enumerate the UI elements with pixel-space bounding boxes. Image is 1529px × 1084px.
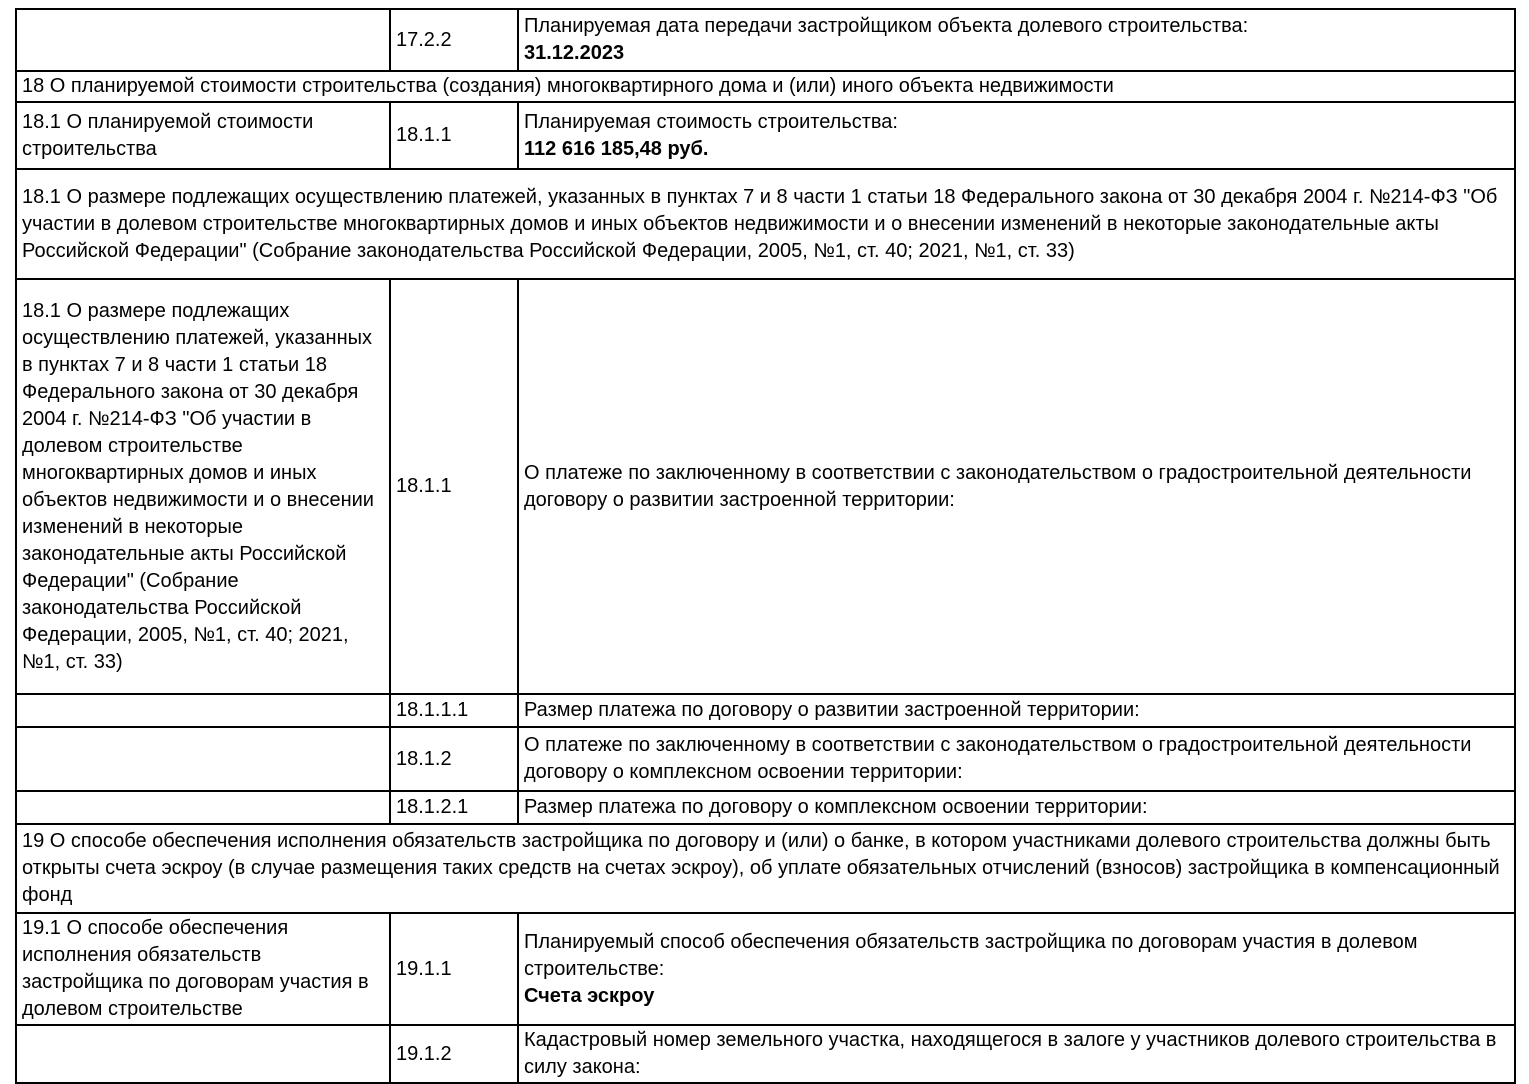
row-content-cell bbox=[518, 102, 1515, 169]
table-row bbox=[16, 824, 1515, 913]
table-row bbox=[16, 279, 1515, 694]
row-number-cell bbox=[390, 9, 518, 71]
row-description-cell bbox=[16, 1025, 390, 1083]
table-row bbox=[16, 913, 1515, 1025]
row-description-cell bbox=[16, 727, 390, 791]
row-content-cell bbox=[518, 913, 1515, 1025]
item-number: 18.1.2 bbox=[396, 747, 452, 770]
field-label: Размер платежа по договору о развитии застроенной территории: bbox=[524, 699, 1140, 721]
field-label: Планируемый способ обеспечения обязательств застройщика по договорам участия в долевом строительстве: bbox=[524, 930, 1418, 980]
item-number: 18.1.1.1 bbox=[396, 699, 469, 721]
row-description-cell bbox=[16, 791, 390, 824]
row-description-cell: 18.1 О размере подлежащих осуществлению платежей, указанных в пунктах 7 и 8 части 1 статьи 18 Федерального закона от 30 декабря 2004 г. №214-ФЗ "Об участии в долевом строительстве многоквартирных домов и иных объектов недвижимости и о внесении изменений в некоторые законодательные акты Российской Федерации" (Собрание законодательства Российской Федерации, 2005, №1, ст. 40; 2021, №1, ст. 33) bbox=[16, 279, 390, 694]
table-row bbox=[16, 71, 1515, 102]
field-label: Размер платежа по договору о комплексном освоении территории: bbox=[524, 796, 1148, 818]
row-content-cell bbox=[518, 279, 1515, 694]
row-content-cell bbox=[518, 9, 1515, 71]
field-label: О платеже по заключенному в соответствии с законодательством о градостроительной деятельности договору о развитии застроенной территории: bbox=[524, 461, 1472, 511]
table-row bbox=[16, 9, 1515, 71]
section-header: 19 О способе обеспечения исполнения обязательств застройщика по договору и (или) о банке, в котором участниками долевого строительства должны быть открыты счета эскроу (в случае размещения таких средств на счетах эскроу), об уплате обязательных отчислений (взносов) застройщика в компенсационный фонд bbox=[16, 824, 1515, 913]
row-description-cell bbox=[16, 694, 390, 727]
project-declaration-table bbox=[15, 8, 1516, 1084]
field-label: Планируемая стоимость строительства: bbox=[524, 110, 898, 133]
item-number: 19.1.2 bbox=[396, 1042, 452, 1065]
field-value: 31.12.2023 bbox=[524, 42, 625, 64]
row-number-cell bbox=[390, 727, 518, 791]
item-number: 17.2.2 bbox=[396, 28, 452, 51]
field-label: Планируемая дата передачи застройщиком объекта долевого строительства: bbox=[524, 15, 1249, 37]
row-content-cell bbox=[518, 791, 1515, 824]
row-number-cell bbox=[390, 694, 518, 727]
row-number-cell bbox=[390, 102, 518, 169]
section-header: 18.1 О размере подлежащих осуществлению платежей, указанных в пунктах 7 и 8 части 1 статьи 18 Федерального закона от 30 декабря 2004 г. №214-ФЗ "Об участии в долевом строительстве многоквартирных домов и иных объектов недвижимости и о внесении изменений в некоторые законодательные акты Российской Федерации" (Собрание законодательства Российской Федерации, 2005, №1, ст. 40; 2021, №1, ст. 33) bbox=[16, 169, 1515, 279]
row-description-cell bbox=[16, 9, 390, 71]
table-row bbox=[16, 727, 1515, 791]
row-number-cell bbox=[390, 913, 518, 1025]
row-content-cell bbox=[518, 1025, 1515, 1083]
table-row bbox=[16, 694, 1515, 727]
field-label: Кадастровый номер земельного участка, находящегося в залоге у участников долевого строительства в силу закона: bbox=[524, 1029, 1497, 1078]
row-number-cell bbox=[390, 791, 518, 824]
table-row bbox=[16, 791, 1515, 824]
item-number: 18.1.2.1 bbox=[396, 796, 469, 818]
field-value: Счета эскроу bbox=[524, 984, 655, 1007]
field-value: 112 616 185,48 руб. bbox=[524, 137, 709, 160]
row-number-cell bbox=[390, 1025, 518, 1083]
item-number: 18.1.1 bbox=[396, 124, 452, 146]
field-label: О платеже по заключенному в соответствии с законодательством о градостроительной деятельности договору о комплексном освоении территории: bbox=[524, 734, 1472, 783]
item-number: 18.1.1 bbox=[396, 475, 452, 497]
row-description-cell: 19.1 О способе обеспечения исполнения обязательств застройщика по договорам участия в долевом строительстве bbox=[16, 913, 390, 1025]
row-description-cell: 18.1 О планируемой стоимости строительства bbox=[16, 102, 390, 169]
row-number-cell bbox=[390, 279, 518, 694]
row-content-cell bbox=[518, 694, 1515, 727]
row-content-cell bbox=[518, 727, 1515, 791]
table-row bbox=[16, 169, 1515, 279]
table-row bbox=[16, 102, 1515, 169]
section-header: 18 О планируемой стоимости строительства (создания) многоквартирного дома и (или) иного объекта недвижимости bbox=[16, 71, 1515, 102]
item-number: 19.1.1 bbox=[396, 957, 452, 980]
table-row bbox=[16, 1025, 1515, 1083]
